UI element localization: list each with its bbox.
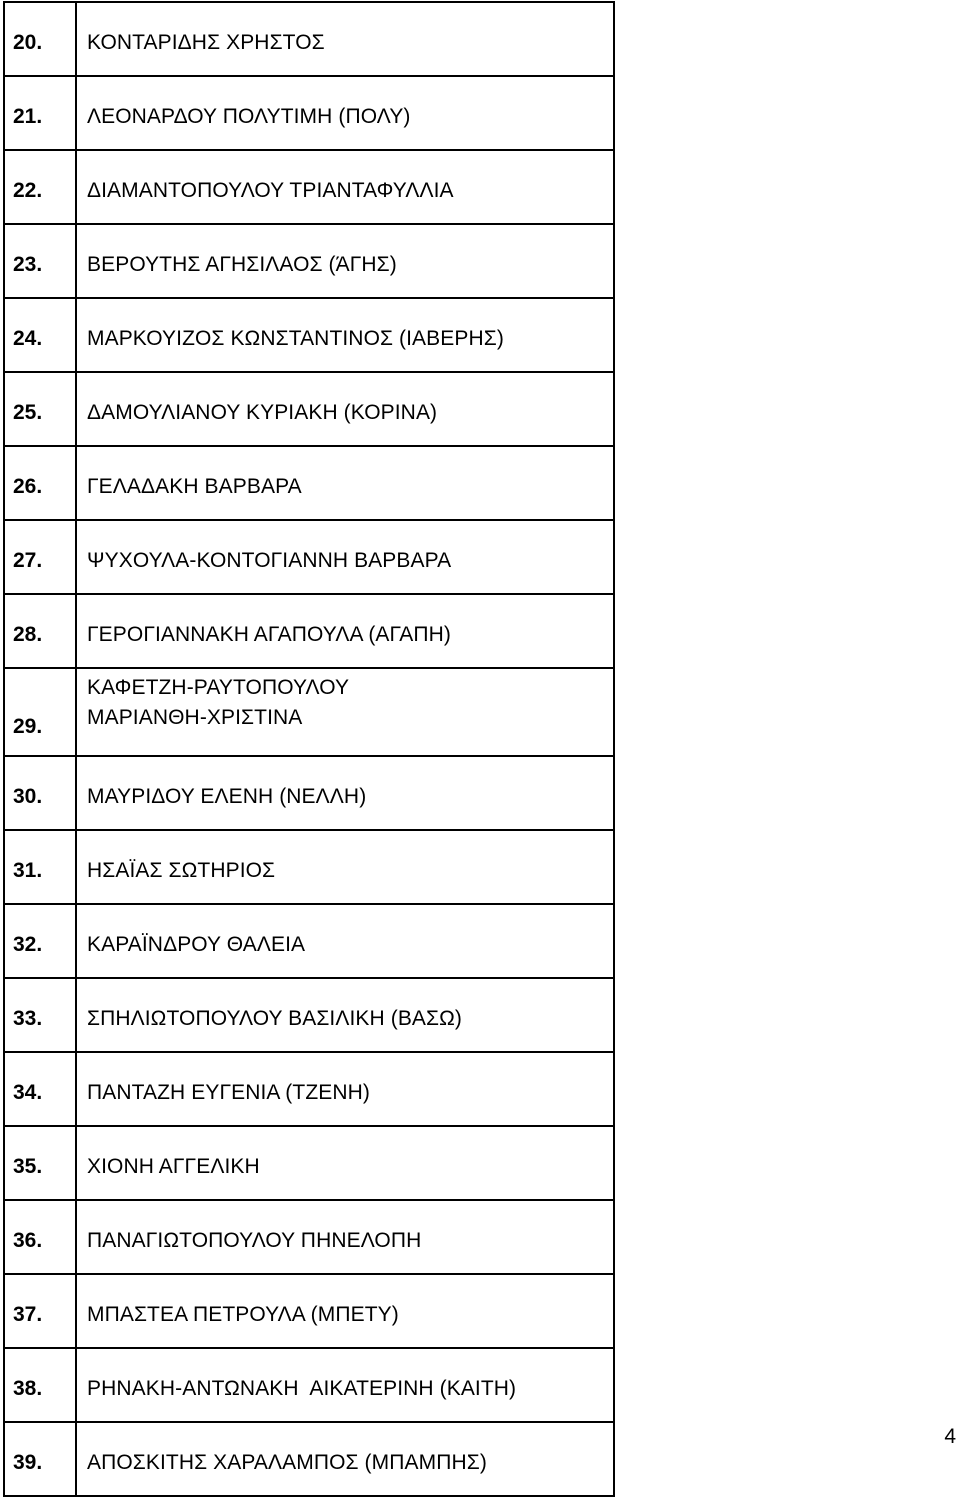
row-number: 30.: [4, 756, 76, 830]
table-row: [4, 756, 614, 830]
row-name: ΠΑΝΑΓΙΩΤΟΠΟΥΛΟΥ ΠΗΝΕΛΟΠΗ: [76, 1200, 614, 1274]
table-row: [4, 1052, 614, 1126]
table-row: [4, 1200, 614, 1274]
row-name: ΚΟΝΤΑΡΙΔΗΣ ΧΡΗΣΤΟΣ: [76, 2, 614, 76]
row-number: 38.: [4, 1348, 76, 1422]
row-number: 28.: [4, 594, 76, 668]
row-name: ΨΥΧΟΥΛΑ-ΚΟΝΤΟΓΙΑΝΝΗ ΒΑΡΒΑΡΑ: [76, 520, 614, 594]
row-name: ΑΠΟΣΚΙΤΗΣ ΧΑΡΑΛΑΜΠΟΣ (ΜΠΑΜΠΗΣ): [76, 1422, 614, 1496]
row-name: ΣΠΗΛΙΩΤΟΠΟΥΛΟΥ ΒΑΣΙΛΙΚΗ (ΒΑΣΩ): [76, 978, 614, 1052]
row-name: ΛΕΟΝΑΡΔΟΥ ΠΟΛΥΤΙΜΗ (ΠΟΛΥ): [76, 76, 614, 150]
table-row: [4, 372, 614, 446]
table-row: [4, 904, 614, 978]
row-name: ΡΗΝΑΚΗ-ΑΝΤΩΝΑΚΗ ΑΙΚΑΤΕΡΙΝΗ (ΚΑΙΤΗ): [76, 1348, 614, 1422]
row-name-line-2: ΜΑΡΙΑΝΘΗ-ΧΡΙΣΤΙΝΑ: [87, 706, 303, 729]
row-name: ΓΕΡΟΓΙΑΝΝΑΚΗ ΑΓΑΠΟΥΛΑ (ΑΓΑΠΗ): [76, 594, 614, 668]
row-number: 31.: [4, 830, 76, 904]
table-row: [4, 520, 614, 594]
row-name: ΠΑΝΤΑΖΗ ΕΥΓΕΝΙΑ (ΤΖΕΝΗ): [76, 1052, 614, 1126]
table-row: [4, 594, 614, 668]
table-row: [4, 224, 614, 298]
row-number: 26.: [4, 446, 76, 520]
table-row: [4, 446, 614, 520]
row-name: [76, 668, 614, 756]
table-row: [4, 298, 614, 372]
table-row: [4, 1274, 614, 1348]
table-row: [4, 1422, 614, 1496]
row-name: ΔΙΑΜΑΝΤΟΠΟΥΛΟΥ ΤΡΙΑΝΤΑΦΥΛΛΙΑ: [76, 150, 614, 224]
table-row: [4, 830, 614, 904]
roster-table: [3, 1, 615, 1497]
row-name: ΒΕΡΟΥΤΗΣ ΑΓΗΣΙΛΑΟΣ (ΆΓΗΣ): [76, 224, 614, 298]
row-number: 29.: [4, 668, 76, 756]
row-number: 20.: [4, 2, 76, 76]
table-row: [4, 1126, 614, 1200]
row-number: 32.: [4, 904, 76, 978]
row-name: ΓΕΛΑΔΑΚΗ ΒΑΡΒΑΡΑ: [76, 446, 614, 520]
row-number: 39.: [4, 1422, 76, 1496]
row-number: 37.: [4, 1274, 76, 1348]
row-number: 34.: [4, 1052, 76, 1126]
row-name: ΜΑΡΚΟΥΙΖΟΣ ΚΩΝΣΤΑΝΤΙΝΟΣ (ΙΑΒΕΡΗΣ): [76, 298, 614, 372]
row-name: ΜΠΑΣΤΕΑ ΠΕΤΡΟΥΛΑ (ΜΠΕΤΥ): [76, 1274, 614, 1348]
row-name: ΧΙΟΝΗ ΑΓΓΕΛΙΚΗ: [76, 1126, 614, 1200]
row-number: 27.: [4, 520, 76, 594]
row-name: ΜΑΥΡΙΔΟΥ ΕΛΕΝΗ (ΝΕΛΛΗ): [76, 756, 614, 830]
table-row: [4, 978, 614, 1052]
table-row: [4, 150, 614, 224]
table-row: [4, 2, 614, 76]
row-number: 35.: [4, 1126, 76, 1200]
row-number: 21.: [4, 76, 76, 150]
row-name: ΗΣΑΪΑΣ ΣΩΤΗΡΙΟΣ: [76, 830, 614, 904]
table-row: [4, 668, 614, 756]
table-row: [4, 1348, 614, 1422]
row-name: ΚΑΡΑΪΝΔΡΟΥ ΘΑΛΕΙΑ: [76, 904, 614, 978]
row-name: ΔΑΜΟΥΛΙΑΝΟΥ ΚΥΡΙΑΚΗ (ΚΟΡΙΝΑ): [76, 372, 614, 446]
row-number: 23.: [4, 224, 76, 298]
row-name-line-1: ΚΑΦΕΤΖΗ-ΡΑΥΤΟΠΟΥΛΟΥ: [87, 676, 350, 699]
row-number: 33.: [4, 978, 76, 1052]
table-row: [4, 76, 614, 150]
page-number: 4: [944, 1425, 956, 1448]
row-number: 24.: [4, 298, 76, 372]
row-number: 36.: [4, 1200, 76, 1274]
row-number: 22.: [4, 150, 76, 224]
row-number: 25.: [4, 372, 76, 446]
